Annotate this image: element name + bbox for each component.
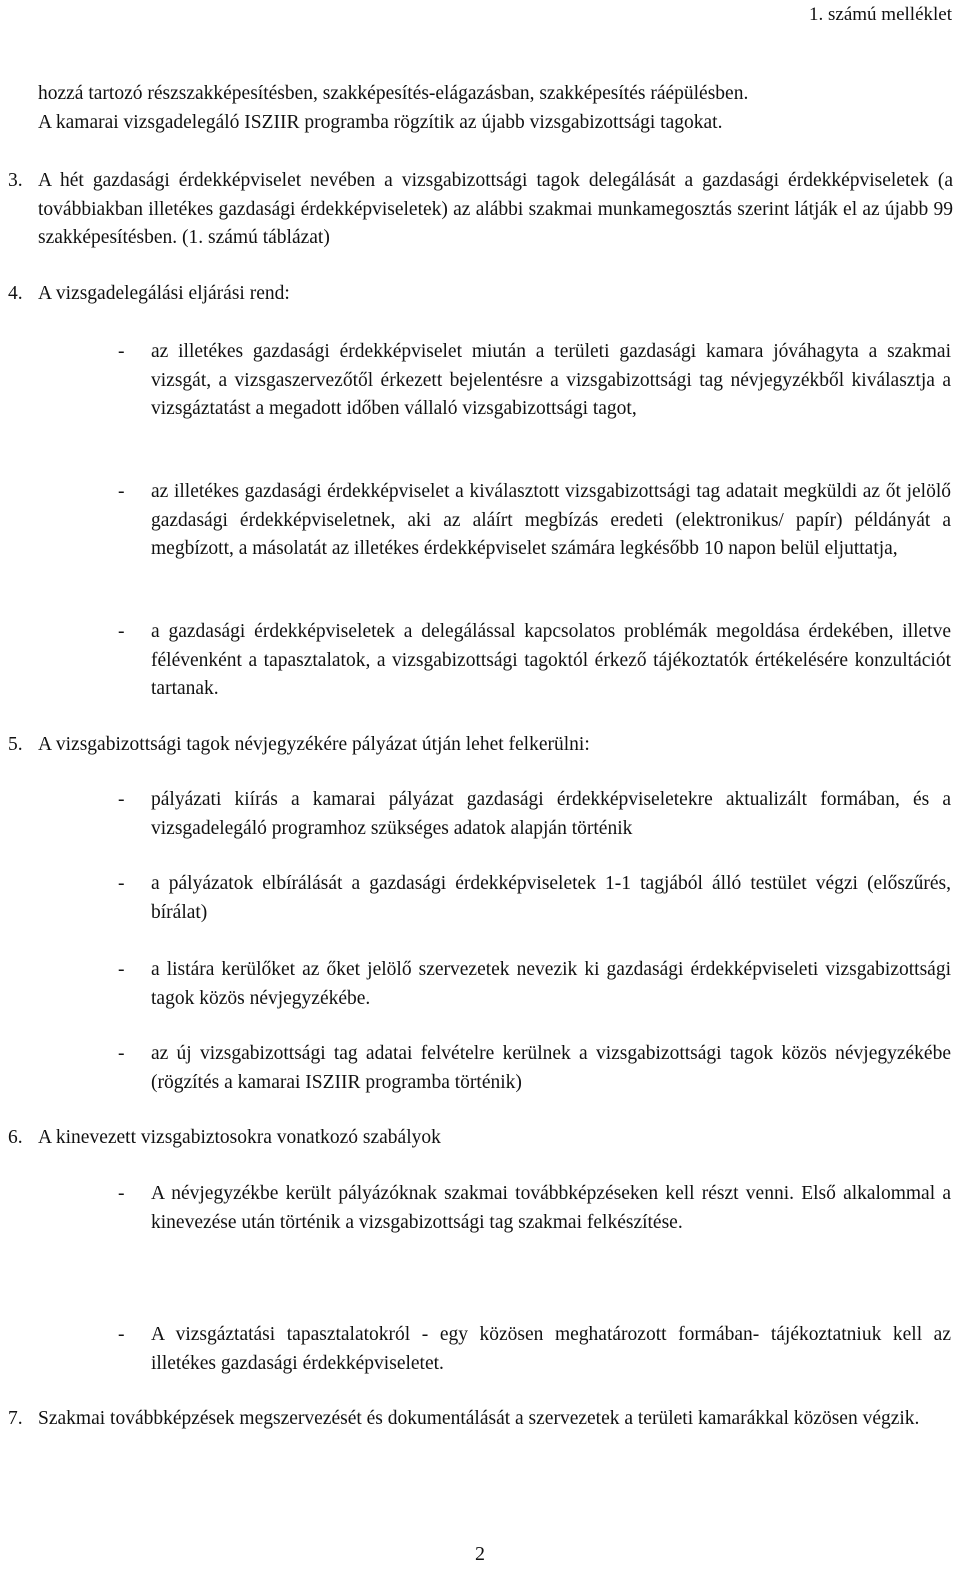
section-4-bullet-1: az illetékes gazdasági érdekképviselet miután a területi gazdasági kamara jóváhagyta a szakmai vizsgát, a vizsgaszervezőtől érkezett bejelentésre a vizsgabizottsági tag névjegyzékből kiválasztja a vizsgáztatást a megadott időben vállaló vizsgabizottsági tagot, bbox=[151, 341, 951, 419]
bullet-dash: - bbox=[118, 621, 125, 642]
bullet-dash: - bbox=[118, 1183, 125, 1204]
section-7-number: 7. bbox=[8, 1408, 23, 1429]
page-number: 2 bbox=[475, 1543, 485, 1565]
section-6-number: 6. bbox=[8, 1127, 23, 1148]
bullet-dash: - bbox=[118, 481, 125, 502]
section-6-bullet-2: A vizsgáztatási tapasztalatokról - egy közösen meghatározott formában- tájékoztatniuk kell az illetékes gazdasági érdekképviseletet. bbox=[151, 1324, 951, 1374]
section-5-bullet-1: pályázati kiírás a kamarai pályázat gazdasági érdekképviseletekre aktualizált formában, és a vizsgadelegáló programhoz szükséges adatok alapján történik bbox=[151, 789, 951, 839]
section-5-number: 5. bbox=[8, 734, 23, 755]
bullet-dash: - bbox=[118, 341, 125, 362]
section-7-text: Szakmai továbbképzések megszervezését és dokumentálását a szervezetek a területi kamarákkal közösen végzik. bbox=[38, 1408, 920, 1429]
section-6-bullet-1: A névjegyzékbe került pályázóknak szakmai továbbképzéseken kell részt venni. Első alkalommal a kinevezése után történik a vizsgabizottsági tag szakmai felkészítése. bbox=[151, 1183, 951, 1233]
bullet-dash: - bbox=[118, 1324, 125, 1345]
section-5-bullet-2: a pályázatok elbírálását a gazdasági érdekképviseletek 1-1 tagjából álló testület végzi (előszűrés, bírálat) bbox=[151, 873, 951, 923]
section-6-heading: A kinevezett vizsgabiztosokra vonatkozó szabályok bbox=[38, 1127, 441, 1148]
annex-label: 1. számú melléklet bbox=[809, 4, 952, 25]
intro-line-1: hozzá tartozó részszakképesítésben, szakképesítés-elágazásban, szakképesítés ráépülésben. bbox=[38, 83, 749, 104]
section-4-bullet-3: a gazdasági érdekképviseletek a delegálással kapcsolatos problémák megoldása érdekében, illetve félévenként a tapasztalatok, a vizsgabizottsági tagoktól érkező tájékoztatók értékelésére konzultációt tartanak. bbox=[151, 621, 951, 699]
section-3-number: 3. bbox=[8, 170, 23, 191]
intro-line-2: A kamarai vizsgadelegáló ISZIIR programba rögzítik az újabb vizsgabizottsági tagokat. bbox=[38, 112, 723, 133]
bullet-dash: - bbox=[118, 789, 125, 810]
section-4-bullet-2: az illetékes gazdasági érdekképviselet a kiválasztott vizsgabizottsági tag adatait megküldi az őt jelölő gazdasági érdekképviseletnek, aki az aláírt megbízás eredeti (elektronikus/ papír) példányát a megbízott, a másolatát az illetékes érdekképviselet számára legkésőbb 10 napon belül eljuttatja, bbox=[151, 481, 951, 559]
section-4-number: 4. bbox=[8, 283, 23, 304]
section-5-bullet-3: a listára kerülőket az őket jelölő szervezetek nevezik ki gazdasági érdekképviseleti vizsgabizottsági tagok közös névjegyzékébe. bbox=[151, 959, 951, 1009]
section-3-text: A hét gazdasági érdekképviselet nevében a vizsgabizottsági tagok delegálását a gazdasági érdekképviseletek (a továbbiakban illetékes gazdasági érdekképviseletek) az alábbi szakmai munkamegosztás szerint látják el az újabb 99 szakképesítésben. (1. számú táblázat) bbox=[38, 170, 953, 248]
section-5-bullet-4: az új vizsgabizottsági tag adatai felvételre kerülnek a vizsgabizottsági tagok közös névjegyzékébe (rögzítés a kamarai ISZIIR programba történik) bbox=[151, 1043, 951, 1093]
bullet-dash: - bbox=[118, 1043, 125, 1064]
section-5-heading: A vizsgabizottsági tagok névjegyzékére pályázat útján lehet felkerülni: bbox=[38, 734, 590, 755]
bullet-dash: - bbox=[118, 959, 125, 980]
section-4-heading: A vizsgadelegálási eljárási rend: bbox=[38, 283, 290, 304]
bullet-dash: - bbox=[118, 873, 125, 894]
